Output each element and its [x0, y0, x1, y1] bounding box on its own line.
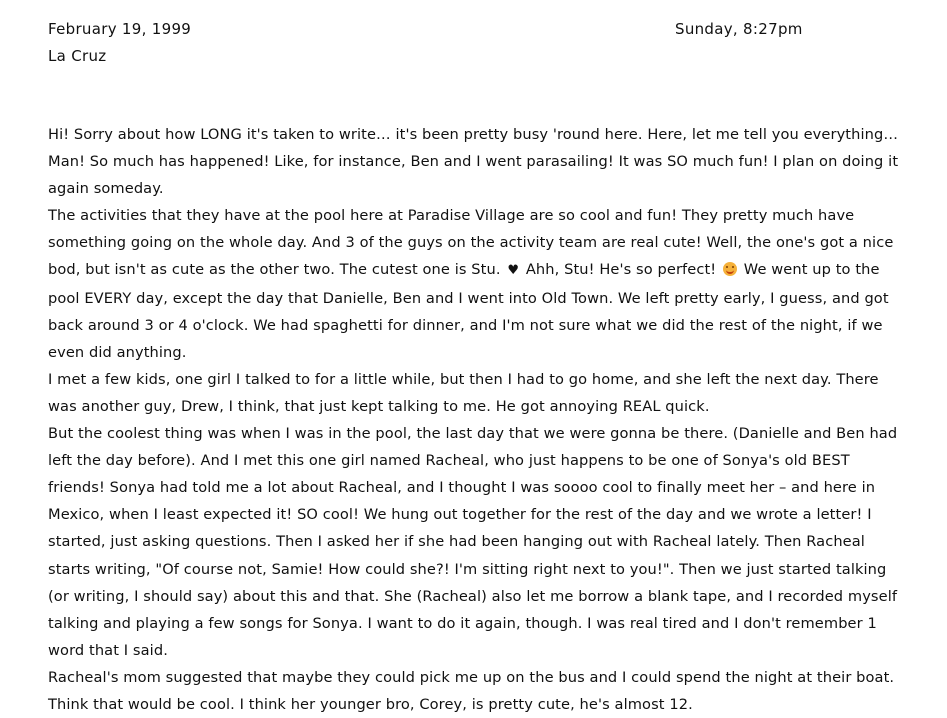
entry-day-time: Sunday, 8:27pm	[675, 20, 803, 38]
entry-paragraph-2-part-c: We went up to the pool EVERY day, except the day that Danielle, Ben and I went into Old Town. We left pretty early, I guess, and got back around 3 or 4 o'clock. We had spaghetti for dinner, and I'm not sure what we did the rest of the night, if we even did anything.	[48, 261, 889, 361]
entry-date: February 19, 1999	[48, 20, 192, 38]
entry-paragraph-2-part-b: Ahh, Stu! He's so perfect!	[525, 261, 717, 279]
entry-paragraph-2	[48, 202, 906, 366]
entry-paragraph-5: Racheal's mom suggested that maybe they could pick me up on the bus and I could spend the night at their boat. Think that would be cool. I think her younger bro, Corey, is pretty cute, he's almost 12.	[48, 668, 895, 713]
entry-paragraph-1: Hi! Sorry about how LONG it's taken to write… it's been pretty busy 'round here. Here, let me tell you everything… Man! So much has happened! Like, for instance, Ben and I went parasailing! It was SO much fun! I plan on doing it again someday.	[48, 126, 899, 198]
entry-paragraph-4: But the coolest thing was when I was in the pool, the last day that we were gonna be there. (Danielle and Ben had left the day before). And I met this one girl named Racheal, who just happens to be one of Sonya's old BEST friends! Sonya had told me a lot about Racheal, and I thought I was soooo cool to finally meet her – and here in Mexico, when I least expected it! SO cool! We hung out together for the rest of the day and we wrote a letter! I started, just asking questions. Then I asked her if she had been hanging out with Racheal lately. Then Racheal starts writing, "Of course not, Samie! How could she?! I'm sitting right next to you!". Then we just started talking (or writing, I should say) about this and that. She (Racheal) also let me borrow a blank tape, and I recorded myself talking and playing a few songs for Sonya. I want to do it again, though. I was real tired and I don't remember 1 word that I said.	[48, 425, 898, 659]
heart-icon: ♥	[507, 263, 520, 279]
entry-paragraph-2-part-a: The activities that they have at the pool here at Paradise Village are so cool and fun! They pretty much have something going on the whole day. And 3 of the guys on the activity team are real cute! Well, the one's got a nice bod, but isn't as cute as the other two. The cutest one is Stu.	[48, 207, 894, 279]
entry-body	[48, 121, 906, 718]
entry-header-left	[48, 16, 191, 70]
entry-location: La Cruz	[48, 47, 107, 65]
smile-icon	[723, 262, 737, 276]
entry-paragraph-3: I met a few kids, one girl I talked to for a little while, but then I had to go home, and she left the next day. There was another guy, Drew, I think, that just kept talking to me. He got annoying REAL quick.	[48, 370, 879, 415]
